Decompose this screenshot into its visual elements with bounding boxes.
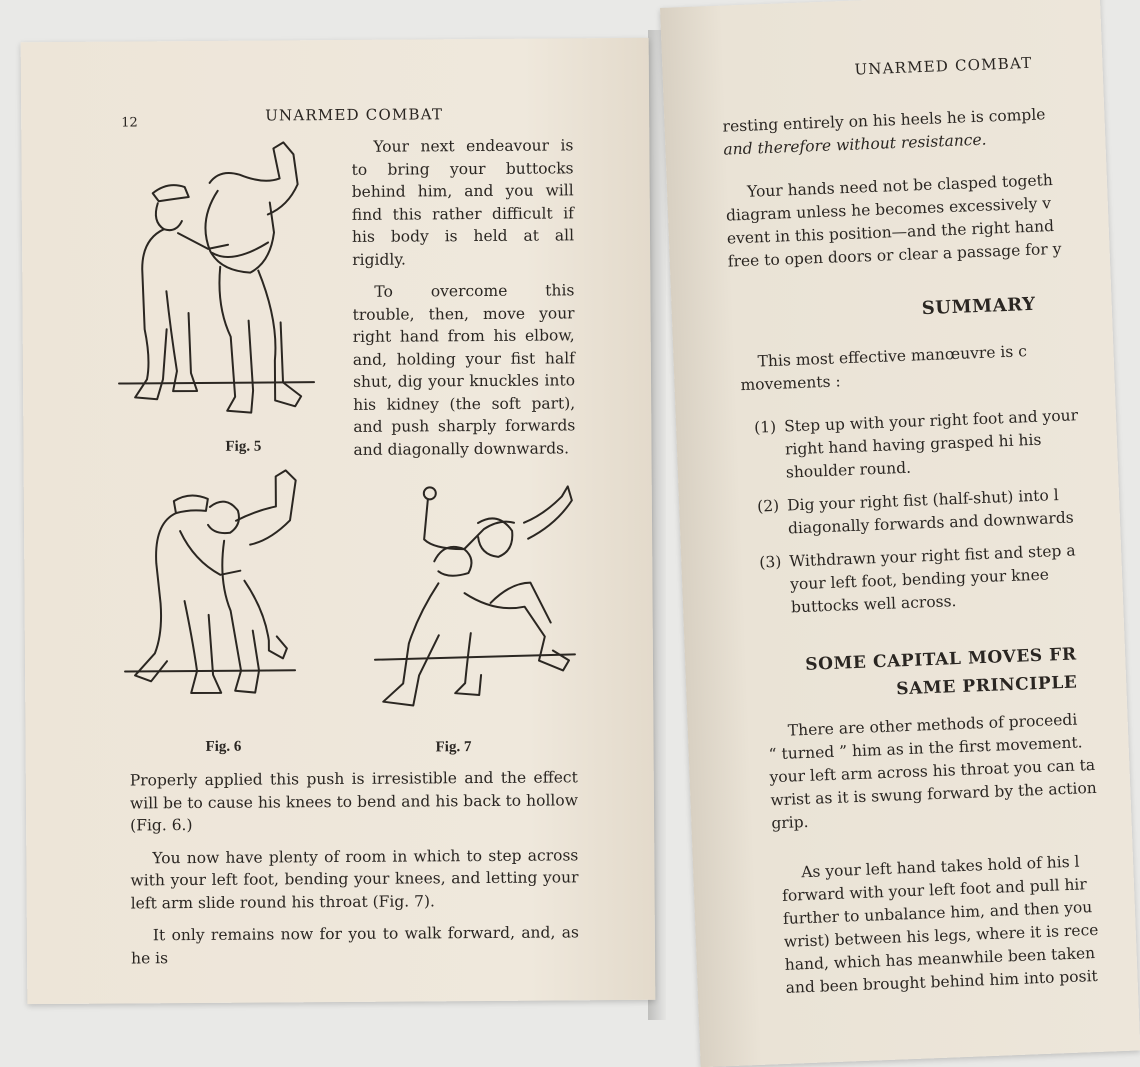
summary-item-3-num: (3) (759, 552, 782, 572)
capital-heading-line-1: SOME CAPITAL MOVES FR (804, 644, 1078, 675)
page-number: 12 (121, 115, 138, 131)
summary-intro (739, 340, 1028, 397)
intro-line-1: resting entirely on his heels he is comple (722, 105, 1046, 136)
other-line-2: “ turned ” him as in the first movement. (768, 733, 1083, 764)
final-line-4: wrist) between his legs, where it is rece (783, 920, 1099, 951)
final-line-1: As your left hand takes hold of his l (800, 852, 1080, 882)
body-paragraph-1: Properly applied this push is irresistible and the effect will be to cause his knees to bend and his back to hollow (Fig. 6.) (129, 768, 579, 835)
final-line-2: forward with your left foot and pull hir (781, 875, 1088, 905)
other-line-5: grip. (771, 812, 809, 833)
final-paragraph (781, 850, 1101, 1000)
final-line-6: and been brought behind him into posit (785, 966, 1099, 997)
other-line-3: your left arm across his throat you can ta (769, 755, 1096, 787)
fig5-caption: Fig. 5 (225, 438, 262, 455)
summary-item-1 (754, 403, 1106, 485)
final-line-3: further to unbalance him, and then you (782, 898, 1093, 928)
hands-paragraph (725, 169, 1062, 274)
hands-line-2: diagram unless he becomes excessively v (725, 194, 1052, 225)
summary-item-2-text: Dig your right fist (half-shut) into l diagonally forwards and downwards (786, 486, 1074, 538)
side-column-text (351, 134, 575, 471)
summary-item-2-num: (2) (756, 496, 780, 516)
right-intro (722, 103, 1047, 161)
summary-intro-line-1: This most effective manœuvre is c (757, 342, 1028, 371)
summary-intro-line-2: movements : (740, 372, 841, 395)
fig6-illustration (124, 470, 306, 731)
summary-item-3 (759, 538, 1111, 620)
intro-line-2: and therefore without resistance. (723, 130, 987, 159)
body-text (130, 766, 579, 979)
side-paragraph-2: To overcome this trouble, then, move your right hand from his elbow, and, holding your fist half shut, dig your knuckles into his kidney (the soft part), and push sharply forwards and diagonally downwards. (352, 281, 576, 459)
other-line-1: There are other methods of proceedi (787, 710, 1078, 740)
fig5-illustration (117, 140, 319, 441)
left-page (21, 38, 656, 1004)
fig7-caption: Fig. 7 (435, 739, 472, 756)
final-line-5: hand, which has meanwhile been taken (784, 944, 1096, 974)
right-page (660, 0, 1140, 1067)
fig6-caption: Fig. 6 (205, 738, 242, 755)
fig7-illustration (374, 482, 586, 723)
hands-line-3: event in this position—and the right hand (726, 217, 1055, 248)
other-methods-paragraph (767, 708, 1098, 835)
summary-item-1-text: Step up with your right foot and your right hand having grasped hi his shoulder round. (783, 406, 1079, 482)
running-head-left: UNARMED COMBAT (265, 105, 444, 125)
side-paragraph-1: Your next endeavour is to bring your buttocks behind him, and you will find this rather difficult if his body is held at all rigidly. (351, 136, 575, 269)
summary-list (754, 403, 1112, 630)
capital-heading-line-2: SAME PRINCIPLE (895, 672, 1078, 700)
body-paragraph-3: It only remains now for you to walk forward, and, as he is (130, 923, 579, 967)
summary-heading: SUMMARY (921, 293, 1037, 320)
summary-item-2 (757, 482, 1109, 541)
other-line-4: wrist as it is swung forward by the action (770, 778, 1098, 810)
summary-item-1-num: (1) (753, 417, 777, 437)
body-paragraph-2: You now have plenty of room in which to step across with your left foot, bending your knees, and letting your left arm slide round his throat (Fig. 7). (130, 845, 579, 912)
hands-line-1: Your hands need not be clasped togeth (746, 171, 1054, 201)
summary-item-3-text: Withdrawn your right fist and step a your left foot, bending your knee buttocks well across. (788, 541, 1076, 617)
running-head-right: UNARMED COMBAT (854, 53, 1033, 79)
hands-line-4: free to open doors or clear a passage for y (727, 239, 1062, 271)
